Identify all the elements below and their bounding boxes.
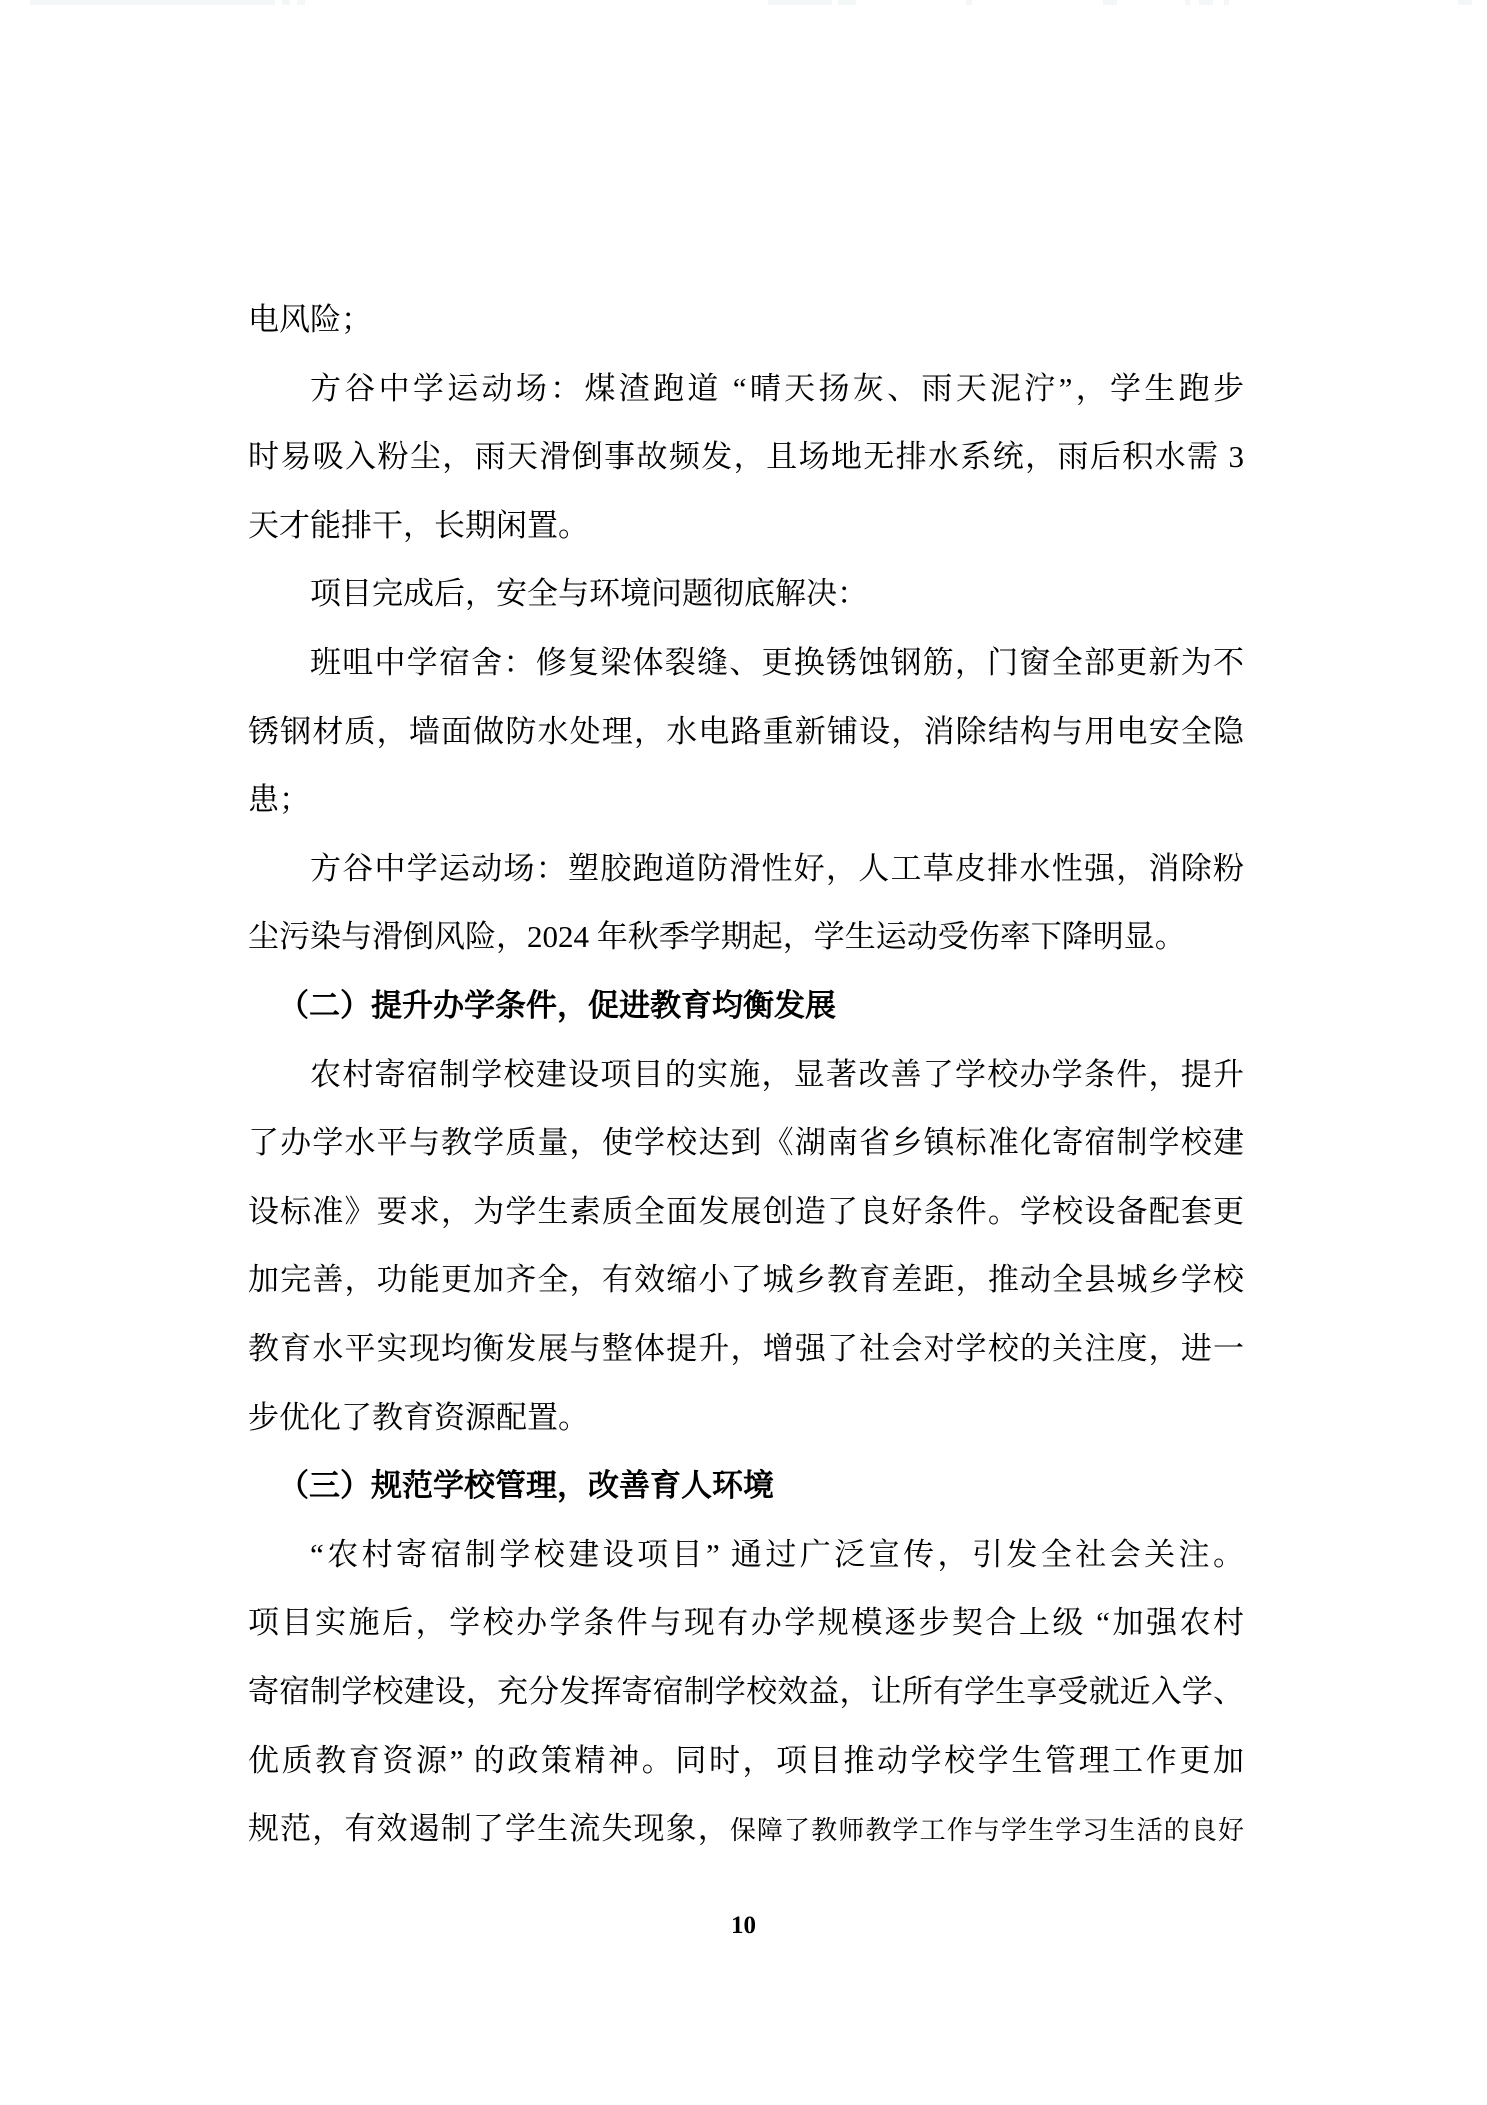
page-number: 10 — [731, 1912, 756, 1939]
text-line — [248, 642, 1244, 684]
text-run: （三）规范学校管理，改善育人环境 — [278, 1468, 774, 1503]
text-run: 锈钢材质，墙面做防水处理，水电路重新铺设，消除结构与用电安全隐 — [248, 714, 1244, 749]
text-run: 了办学水平与教学质量，使学校达到《湖南省乡镇标准化寄宿制学校建 — [248, 1125, 1244, 1160]
text-line — [248, 1122, 1244, 1164]
text-run: 时易吸入粉尘，雨天滑倒事故频发，且场地无排水系统，雨后积水需 3 — [248, 439, 1244, 474]
text-line — [248, 1191, 1244, 1233]
text-line — [248, 573, 1244, 615]
text-line — [248, 505, 1244, 547]
text-run: 方谷中学运动场：塑胶跑道防滑性好，人工草皮排水性强，消除粉 — [310, 851, 1244, 886]
text-line — [248, 368, 1244, 410]
text-run: 项目实施后，学校办学条件与现有办学规模逐步契合上级 “加强农村 — [248, 1605, 1244, 1640]
text-run: 设标准》要求，为学生素质全面发展创造了良好条件。学校设备配套更 — [248, 1194, 1244, 1229]
text-line — [248, 1397, 1244, 1439]
text-line — [248, 848, 1244, 890]
text-line — [248, 1740, 1244, 1782]
text-run: 规范，有效遏制了学生流失现象， — [248, 1811, 730, 1846]
text-run: 教育水平实现均衡发展与整体提升，增强了社会对学校的关注度，进一 — [248, 1331, 1244, 1366]
text-run: “农村寄宿制学校建设项目” 通过广泛宣传，引发全社会关注。 — [310, 1537, 1244, 1572]
text-run: 方谷中学运动场：煤渣跑道 “晴天扬灰、雨天泥泞”，学生跑步 — [310, 371, 1244, 406]
text-line — [248, 1054, 1244, 1096]
text-run: 加完善，功能更加齐全，有效缩小了城乡教育差距，推动全县城乡学校 — [248, 1262, 1244, 1297]
text-run: 农村寄宿制学校建设项目的实施，显著改善了学校办学条件，提升 — [310, 1057, 1244, 1092]
section-heading — [248, 1465, 1244, 1507]
text-line — [248, 1602, 1244, 1644]
text-line — [248, 299, 1244, 341]
text-run: （二）提升办学条件，促进教育均衡发展 — [278, 988, 836, 1023]
text-line — [248, 1534, 1244, 1576]
text-line — [248, 1808, 1244, 1852]
text-run: 项目完成后，安全与环境问题彻底解决： — [310, 576, 868, 611]
text-line — [248, 1259, 1244, 1301]
section-heading — [248, 985, 1244, 1027]
text-line — [248, 779, 1244, 821]
text-run: 班咀中学宿舍：修复梁体裂缝、更换锈蚀钢筋，门窗全部更新为不 — [310, 645, 1244, 680]
text-run: 患； — [248, 782, 310, 817]
text-run: 天才能排干，长期闲置。 — [248, 508, 589, 543]
text-line — [248, 436, 1244, 478]
text-run: 电风险； — [248, 302, 372, 337]
text-run: 优质教育资源” 的政策精神。同时，项目推动学校学生管理工作更加 — [248, 1743, 1244, 1778]
text-line — [248, 1328, 1244, 1370]
text-run: 步优化了教育资源配置。 — [248, 1400, 589, 1435]
text-line — [248, 916, 1244, 958]
text-line — [248, 711, 1244, 753]
text-run: 寄宿制学校建设，充分发挥寄宿制学校效益，让所有学生享受就近入学、 — [248, 1674, 1244, 1709]
text-run-small: 保障了教师教学工作与学生学习生活的良好 — [729, 1816, 1244, 1845]
text-run: 尘污染与滑倒风险，2024 年秋季学期起，学生运动受伤率下降明显。 — [248, 919, 1186, 954]
text-line — [248, 1671, 1244, 1713]
